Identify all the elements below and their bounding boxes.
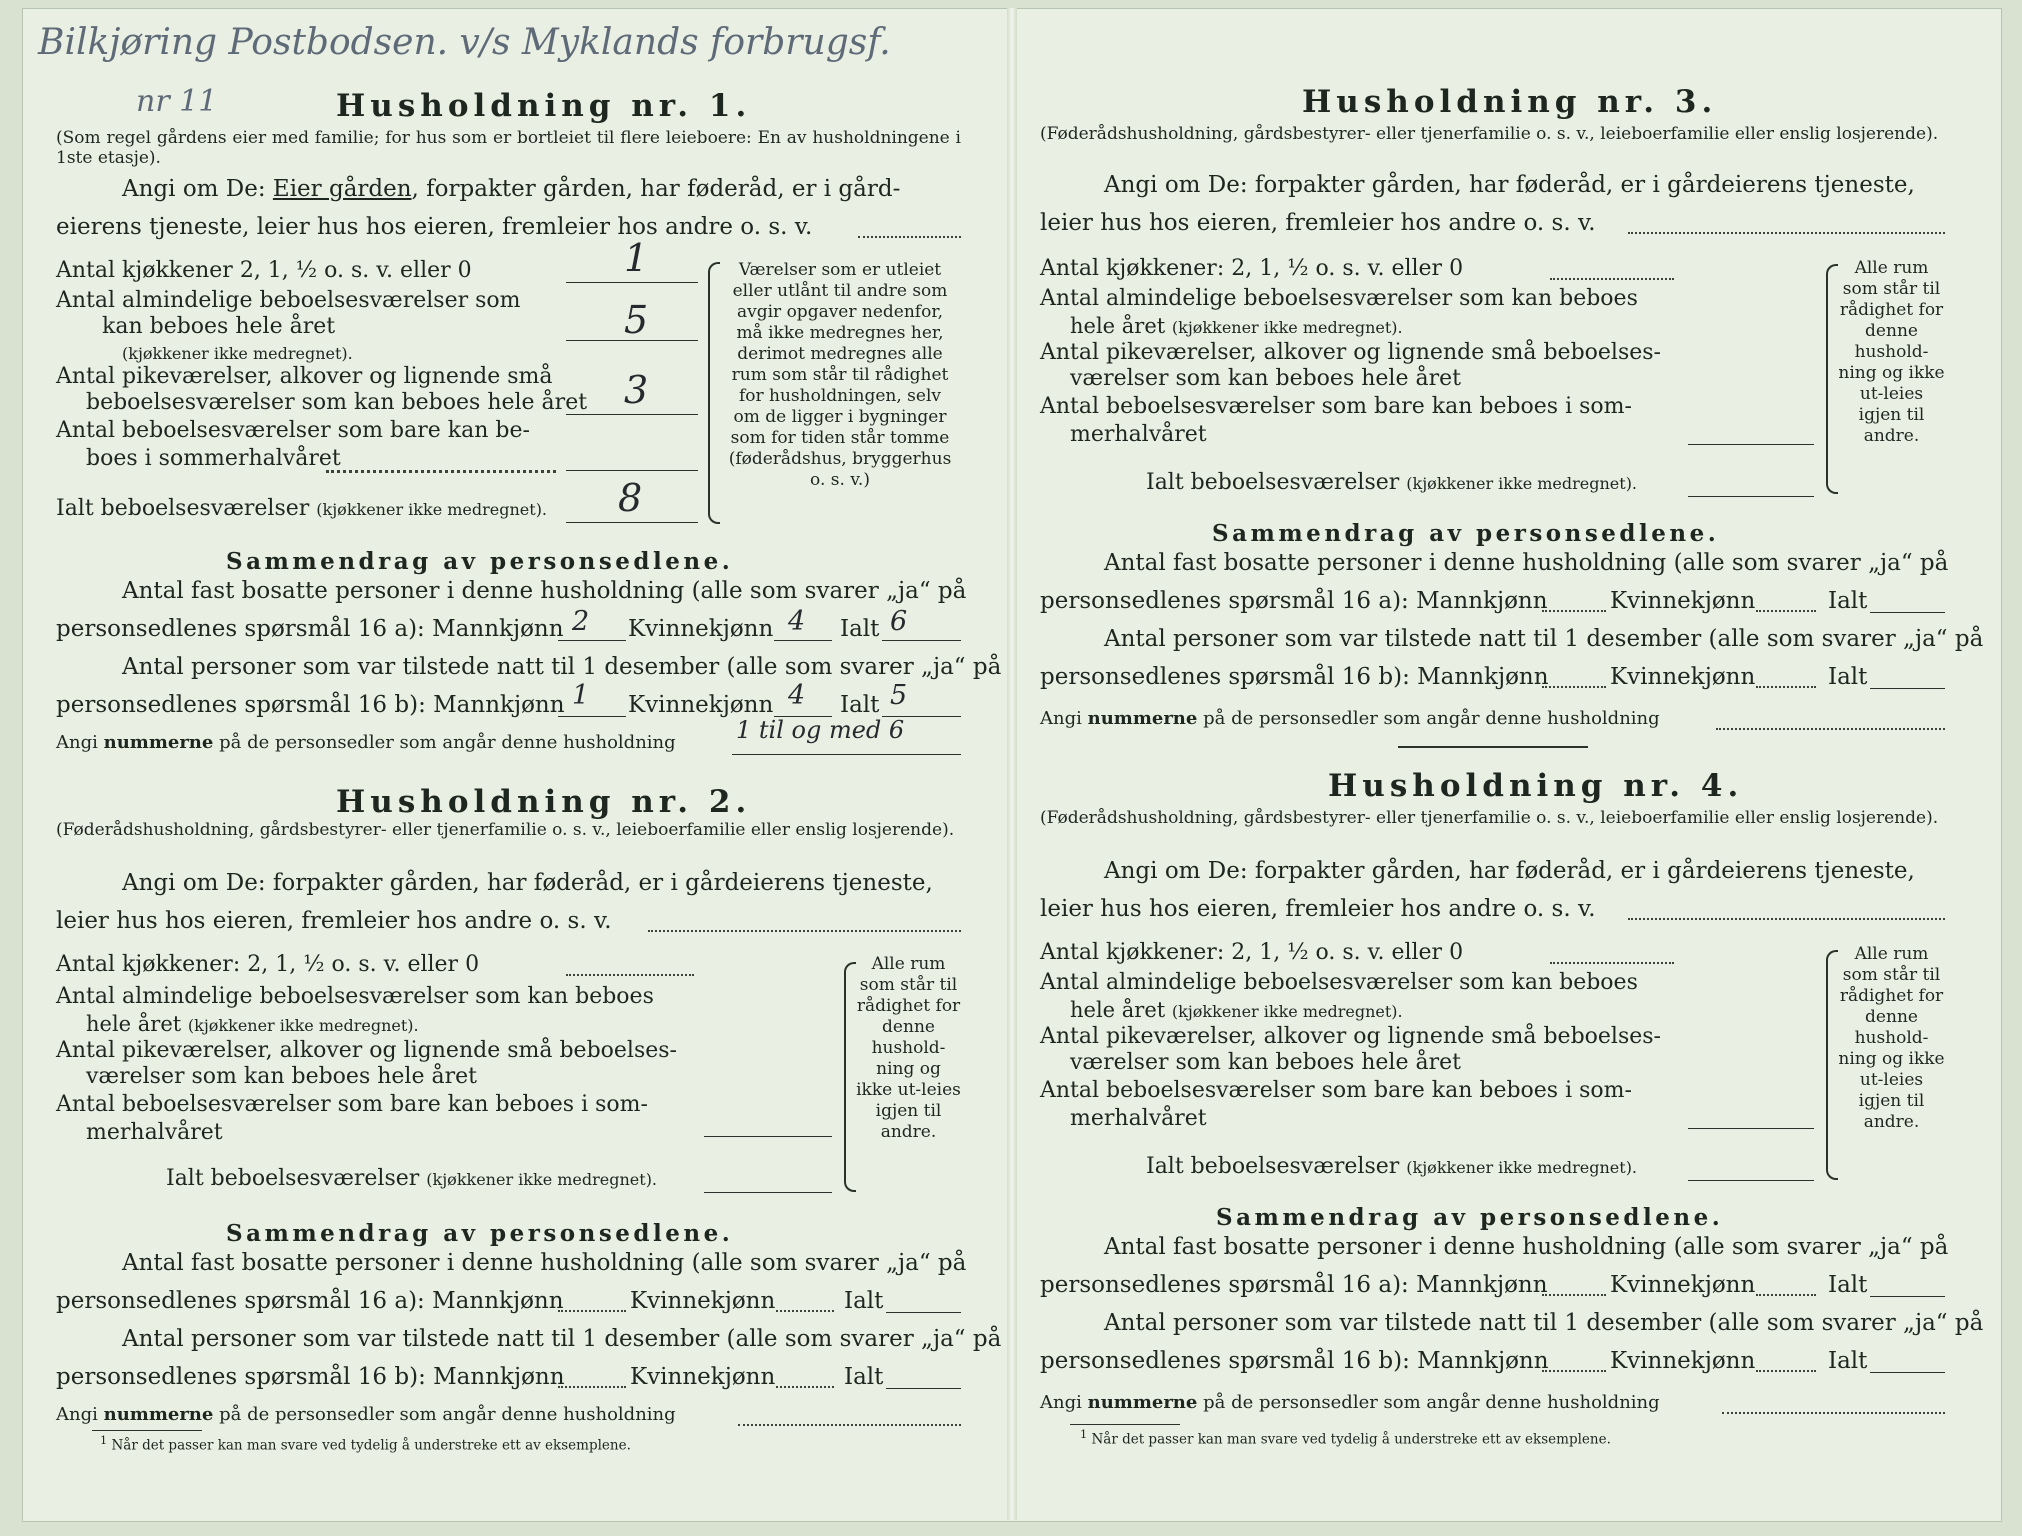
h4-ialt-label: Ialt beboelsesværelser (kjøkkener ikke medregnet). [1146,1154,1638,1179]
h3-ialt-field[interactable] [1688,496,1814,497]
h4-kjokken-dots [1550,962,1674,964]
h1-pike-label-1: Antal pikeværelser, alkover og lignende små [56,364,553,389]
h3-sommer-label-2: merhalvåret [1070,422,1207,447]
h1-16a-kvinne-field[interactable] [774,640,832,641]
h2-fast-line2: personsedlenes spørsmål 16 a): Mannkjønn [56,1288,564,1314]
h2-16a-ialt-field[interactable] [886,1312,961,1313]
h3-kjokken-dots [1550,278,1674,280]
h1-fast-line2: personsedlenes spørsmål 16 a): Mannkjønn [56,616,564,642]
h4-sommer-label-2: merhalvåret [1070,1106,1207,1131]
h3-pike-label-2: værelser som kan beboes hele året [1070,366,1461,391]
h3-alm-label-2: hele året (kjøkkener ikke medregnet). [1070,314,1403,338]
h1-fast-line1: Antal fast bosatte personer i denne husholdning (alle som svarer „ja“ på [122,578,967,604]
h2-tilst-line2: personsedlenes spørsmål 16 b): Mannkjønn [56,1364,565,1390]
page-fold [1007,8,1017,1520]
h4-angi-blank[interactable] [1628,918,1945,920]
h1-16a-kvinne-label: Kvinnekjønn [628,616,774,642]
h2-16b-kvinne-label: Kvinnekjønn [630,1364,776,1390]
h4-ialt-field[interactable] [1688,1180,1814,1181]
h2-side-brace [844,962,856,1192]
h4-sommer-field[interactable] [1688,1128,1814,1129]
h2-ialt-field[interactable] [704,1192,832,1193]
h3-nummer-field[interactable] [1716,728,1945,730]
h1-sommer-label-2: boes i sommerhalvåret [86,446,341,471]
h1-angi-line2: eierens tjeneste, leier hus hos eieren, fremleier hos andre o. s. v. [56,214,813,240]
h1-sammendrag-title: Sammendrag av personsedlene. [226,548,734,575]
h3-side-brace [1826,264,1838,494]
h1-16b-kvinne-value: 4 [788,680,806,711]
h3-fast-line2: personsedlenes spørsmål 16 a): Mannkjønn [1040,588,1548,614]
h4-side-brace [1826,950,1838,1180]
h2-title: Husholdning nr. 2. [336,784,752,820]
h4-sammendrag-title: Sammendrag av personsedlene. [1216,1204,1724,1231]
h1-tilst-line1: Antal personer som var tilstede natt til 1 desember (alle som svarer „ja“ på [122,654,1002,680]
h2-sommer-label-1: Antal beboelsesværelser som bare kan beboes i som- [56,1092,648,1117]
footnote-left: $^1$ Når det passer kan man svare ved tydelig å understreke ett av eksemplene. [100,1434,631,1454]
h1-16a-ialt-field[interactable] [882,640,961,641]
h1-pike-value: 3 [624,368,649,412]
h3-angi-line1: Angi om De: forpakter gården, har føderåd, er i gårdeierens tjeneste, [1104,172,1915,198]
h2-16a-ialt-label: Ialt [844,1288,884,1314]
h4-side-note: Alle rum som står til rådighet for denne hushold-ning og ikke ut-leies igjen til andre. [1838,944,1945,1132]
h3-16b-ialt-label: Ialt [1828,664,1868,690]
h1-kjokken-field[interactable] [566,282,698,283]
h1-16b-mann-field[interactable] [558,716,626,717]
h2-angi-blank[interactable] [648,930,961,932]
h2-side-note: Alle rum som står til rådighet for denne hushold-ning og ikke ut-leies igjen til andre. [856,954,961,1142]
h4-pike-label-1: Antal pikeværelser, alkover og lignende små beboelses- [1040,1024,1661,1049]
h2-kjokken-dots [566,974,694,976]
h2-pike-label-1: Antal pikeværelser, alkover og lignende små beboelses- [56,1038,677,1063]
h3-kjokken-label: Antal kjøkkener: 2, 1, ½ o. s. v. eller 0 [1040,256,1464,281]
h3-angi-line2: leier hus hos eieren, fremleier hos andre o. s. v. [1040,210,1596,236]
h4-16b-kvinne-field[interactable] [1756,1370,1816,1372]
h2-16b-ialt-field[interactable] [886,1388,961,1389]
h3-16b-mann-field[interactable] [1542,686,1606,688]
h1-side-note: Værelser som er utleiet eller utlånt til andre som avgir opgaver nedenfor, må ikke medregnes her, derimot medregnes alle rum som står til rådighet for husholdningen, selv om de ligger i bygninger som for tiden står tomme (føderådshus, bryggerhus o. s. v.) [728,260,952,490]
h4-fast-line2: personsedlenes spørsmål 16 a): Mannkjønn [1040,1272,1548,1298]
h1-16b-ialt-value: 5 [890,680,908,711]
h2-angi-line1: Angi om De: forpakter gården, har føderåd, er i gårdeierens tjeneste, [122,870,933,896]
footnote-rule [92,1430,202,1431]
h1-alm-note: (kjøkkener ikke medregnet). [122,344,353,363]
h2-16b-mann-field[interactable] [558,1386,626,1388]
h3-16a-mann-field[interactable] [1542,610,1606,612]
h2-alm-label-2: hele året (kjøkkener ikke medregnet). [86,1012,419,1036]
h1-subtitle: (Som regel gårdens eier med familie; for hus som er bortleiet til flere leieboere: En av husholdningene i 1ste etasje). [56,128,961,168]
h1-16b-mann-value: 1 [572,680,590,711]
h2-sommer-label-2: merhalvåret [86,1120,223,1145]
h2-16a-kvinne-label: Kvinnekjønn [630,1288,776,1314]
handwritten-number: nr 11 [136,84,218,119]
h1-side-brace [708,262,720,524]
h1-nummer-field[interactable] [732,754,961,755]
h3-tilst-line2: personsedlenes spørsmål 16 b): Mannkjønn [1040,664,1549,690]
h2-alm-label-1: Antal almindelige beboelsesværelser som kan beboes [56,984,654,1009]
h3-16b-kvinne-label: Kvinnekjønn [1610,664,1756,690]
h1-eier-gaarden-underlined: Eier gården [272,176,412,202]
h3-side-note: Alle rum som står til rådighet for denne hushold-ning og ikke ut-leies igjen til andre. [1838,258,1945,446]
h3-pike-label-1: Antal pikeværelser, alkover og lignende små beboelses- [1040,340,1661,365]
h4-16b-kvinne-label: Kvinnekjønn [1610,1348,1756,1374]
h3-sammendrag-title: Sammendrag av personsedlene. [1212,520,1720,547]
h2-subtitle: (Føderådshusholdning, gårdsbestyrer- eller tjenerfamilie o. s. v., leieboerfamilie eller enslig losjerende). [56,820,955,840]
h3-16b-kvinne-field[interactable] [1756,686,1816,688]
h1-sommer-field[interactable] [566,470,698,471]
h4-angi-line2: leier hus hos eieren, fremleier hos andre o. s. v. [1040,896,1596,922]
h3-16a-ialt-label: Ialt [1828,588,1868,614]
h3-tilst-line1: Antal personer som var tilstede natt til 1 desember (alle som svarer „ja“ på [1104,626,1984,652]
h4-title: Husholdning nr. 4. [1328,768,1744,804]
h3-sommer-field[interactable] [1688,444,1814,445]
h1-nummer-label: Angi nummerne på de personsedler som angår denne husholdning [56,732,676,753]
h1-16a-mann-value: 2 [572,606,590,637]
h4-16a-ialt-field[interactable] [1870,1296,1945,1297]
h4-pike-label-2: værelser som kan beboes hele året [1070,1050,1461,1075]
footnote-right: $^1$ Når det passer kan man svare ved tydelig å understreke ett av eksemplene. [1080,1428,1611,1448]
h4-subtitle: (Føderådshusholdning, gårdsbestyrer- eller tjenerfamilie o. s. v., leieboerfamilie eller enslig losjerende). [1040,808,1939,828]
h2-sommer-field[interactable] [704,1136,832,1137]
h2-ialt-label: Ialt beboelsesværelser (kjøkkener ikke medregnet). [166,1166,658,1191]
h2-angi-line2: leier hus hos eieren, fremleier hos andre o. s. v. [56,908,612,934]
h1-16a-kvinne-value: 4 [788,606,806,637]
h4-sommer-label-1: Antal beboelsesværelser som bare kan beboes i som- [1040,1078,1632,1103]
h4-angi-line1: Angi om De: forpakter gården, har føderåd, er i gårdeierens tjeneste, [1104,858,1915,884]
h4-fast-line1: Antal fast bosatte personer i denne husholdning (alle som svarer „ja“ på [1104,1234,1949,1260]
h1-ialt-field[interactable] [566,522,698,523]
h2-16b-kvinne-field[interactable] [776,1386,834,1388]
h1-16b-ialt-label: Ialt [840,692,880,718]
h1-nummer-value: 1 til og med 6 [736,716,905,744]
h4-16b-mann-field[interactable] [1542,1370,1606,1372]
h3-subtitle: (Føderådshusholdning, gårdsbestyrer- eller tjenerfamilie o. s. v., leieboerfamilie eller enslig losjerende). [1040,124,1939,144]
h1-pike-label-2: beboelsesværelser som kan beboes hele året [86,390,588,415]
h3-fast-line1: Antal fast bosatte personer i denne husholdning (alle som svarer „ja“ på [1104,550,1949,576]
h4-16b-ialt-label: Ialt [1828,1348,1868,1374]
h2-fast-line1: Antal fast bosatte personer i denne husholdning (alle som svarer „ja“ på [122,1250,967,1276]
h1-angi-blank[interactable] [858,236,961,238]
h3-16b-ialt-field[interactable] [1870,688,1945,689]
h1-16a-ialt-label: Ialt [840,616,880,642]
h3-16a-kvinne-field[interactable] [1756,610,1816,612]
h1-alm-label-1: Antal almindelige beboelsesværelser som [56,288,521,313]
h4-16b-ialt-field[interactable] [1870,1372,1945,1373]
h1-sommer-label-1: Antal beboelsesværelser som bare kan be- [56,418,530,443]
h1-sommer-dots [326,470,556,473]
h1-title: Husholdning nr. 1. [336,88,752,124]
h1-ialt-value: 8 [618,476,643,520]
h1-16b-kvinne-label: Kvinnekjønn [628,692,774,718]
h4-tilst-line2: personsedlenes spørsmål 16 b): Mannkjønn [1040,1348,1549,1374]
h4-alm-label-1: Antal almindelige beboelsesværelser som kan beboes [1040,970,1638,995]
h1-angi-label: Angi om De: Eier gården, forpakter gården, har føderåd, er i gård- [122,176,901,202]
h2-nummer-field[interactable] [738,1424,961,1426]
h4-16a-ialt-label: Ialt [1828,1272,1868,1298]
h4-tilst-line1: Antal personer som var tilstede natt til 1 desember (alle som svarer „ja“ på [1104,1310,1984,1336]
h2-sammendrag-title: Sammendrag av personsedlene. [226,1220,734,1247]
h3-nummer-label: Angi nummerne på de personsedler som angår denne husholdning [1040,708,1660,729]
h4-16a-kvinne-label: Kvinnekjønn [1610,1272,1756,1298]
h4-kjokken-label: Antal kjøkkener: 2, 1, ½ o. s. v. eller 0 [1040,940,1464,965]
handwritten-annotation: Bilkjøring Postbodsen. v/s Myklands forbrugsf. [38,22,891,63]
h1-ialt-label: Ialt beboelsesværelser (kjøkkener ikke medregnet). [56,496,548,521]
h1-alm-value: 5 [624,298,649,342]
h1-16a-mann-field[interactable] [558,640,626,641]
h4-16a-mann-field[interactable] [1542,1294,1606,1296]
h3-16a-ialt-field[interactable] [1870,612,1945,613]
h4-16a-kvinne-field[interactable] [1756,1294,1816,1296]
h3-angi-blank[interactable] [1628,232,1945,234]
h2-16a-kvinne-field[interactable] [776,1310,834,1312]
h2-16a-mann-field[interactable] [558,1310,626,1312]
h1-16a-ialt-value: 6 [890,606,908,637]
h3-ialt-label: Ialt beboelsesværelser (kjøkkener ikke medregnet). [1146,470,1638,495]
h1-tilst-line2: personsedlenes spørsmål 16 b): Mannkjønn [56,692,565,718]
footnote-rule-right [1070,1424,1180,1425]
h2-pike-label-2: værelser som kan beboes hele året [86,1064,477,1089]
h3-alm-label-1: Antal almindelige beboelsesværelser som kan beboes [1040,286,1638,311]
section-divider [1398,746,1588,748]
h1-kjokken-value: 1 [624,236,649,280]
h1-kjokken-label: Antal kjøkkener 2, 1, ½ o. s. v. eller 0 [56,258,472,283]
h1-pike-field[interactable] [566,414,698,415]
h2-tilst-line1: Antal personer som var tilstede natt til 1 desember (alle som svarer „ja“ på [122,1326,1002,1352]
h2-16b-ialt-label: Ialt [844,1364,884,1390]
h3-16a-kvinne-label: Kvinnekjønn [1610,588,1756,614]
h2-kjokken-label: Antal kjøkkener: 2, 1, ½ o. s. v. eller 0 [56,952,480,977]
h3-title: Husholdning nr. 3. [1302,84,1718,120]
h3-sommer-label-1: Antal beboelsesværelser som bare kan beboes i som- [1040,394,1632,419]
h4-alm-label-2: hele året (kjøkkener ikke medregnet). [1070,998,1403,1022]
h4-nummer-field[interactable] [1722,1412,1945,1414]
h2-nummer-label: Angi nummerne på de personsedler som angår denne husholdning [56,1404,676,1425]
h1-alm-label-2: kan beboes hele året [102,314,336,339]
h4-nummer-label: Angi nummerne på de personsedler som angår denne husholdning [1040,1392,1660,1413]
